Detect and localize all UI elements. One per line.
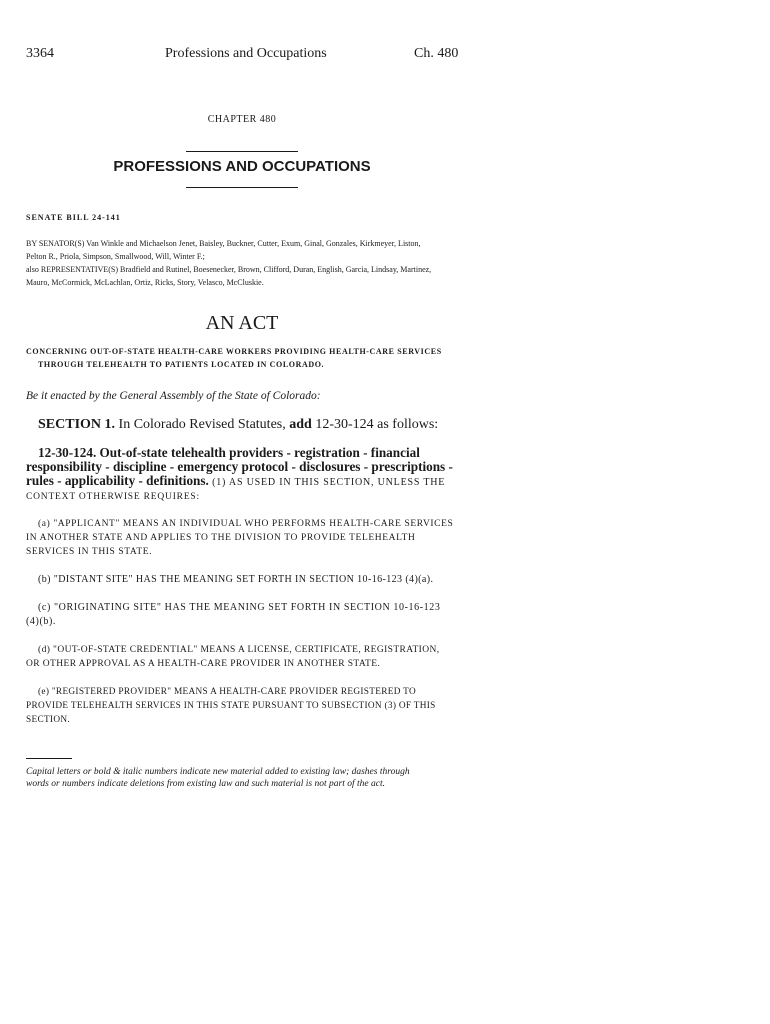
chapter-top-rule [186,151,298,152]
definition-line: PROVIDE TELEHEALTH SERVICES IN THIS STATE PURSUANT TO SUBSECTION (3) OF THIS [26,701,436,711]
sponsor-line: BY SENATOR(S) Van Winkle and Michaelson Jenet, Baisley, Buckner, Cutter, Exum, Ginal, Gonzales, Kirkmeyer, Liston, [26,239,421,248]
definition-line: (a) "APPLICANT" MEANS AN INDIVIDUAL WHO PERFORMS HEALTH-CARE SERVICES [38,519,454,529]
footnote-line: Capital letters or bold & italic numbers indicate new material added to existing law; dashes through [26,767,410,777]
sponsor-line: also REPRESENTATIVE(S) Bradfield and Rutinel, Boesenecker, Brown, Clifford, Duran, English, Garcia, Lindsay, Martinez, [26,265,432,274]
chapter-reference: Ch. 480 [414,46,459,61]
sponsor-line: Pelton R., Priola, Simpson, Smallwood, Will, Winter F.; [26,252,205,261]
definition-e [26,685,458,727]
chapter-title: PROFESSIONS AND OCCUPATIONS [113,158,371,175]
section-text: In Colorado Revised Statutes, [118,417,286,432]
statute-subsection-1: (1) AS USED IN THIS SECTION, UNLESS THE [212,477,446,488]
concerning-clause [26,345,442,371]
statute-heading-line: CONTEXT OTHERWISE REQUIRES: [26,492,200,502]
page-number: 3364 [26,46,54,61]
footnote-line: words or numbers indicate deletions from existing law and such material is not part of the act. [26,779,385,789]
sponsor-line: Mauro, McCormick, McLachlan, Ortiz, Ricks, Story, Velasco, McCluskie. [26,278,264,287]
statute-heading-line: 12-30-124. Out-of-state telehealth providers - registration - financial [38,445,420,460]
section-add-word: add [289,417,312,432]
concerning-line: CONCERNING OUT-OF-STATE HEALTH-CARE WORKERS PROVIDING HEALTH-CARE SERVICES [26,347,442,356]
enacting-clause: Be it enacted by the General Assembly of the State of Colorado: [26,390,321,402]
statute-heading-line: rules - applicability - definitions. [26,473,209,488]
definition-b [26,573,458,587]
concerning-line: THROUGH TELEHEALTH TO PATIENTS LOCATED IN COLORADO. [38,360,325,369]
footnote-rule [26,758,72,759]
chapter-bottom-rule [186,187,298,188]
section-text: 12-30-124 as follows: [315,417,439,432]
bill-number: SENATE BILL 24-141 [26,213,121,222]
definition-c [26,601,458,629]
definition-line: (c) "ORIGINATING SITE" HAS THE MEANING SET FORTH IN SECTION 10-16-123 [38,602,441,613]
definition-line: SERVICES IN THIS STATE. [26,547,153,557]
running-title: Professions and Occupations [165,46,327,61]
definition-line: (4)(b). [26,616,57,627]
definition-d [26,643,458,671]
definition-line: (b) "DISTANT SITE" HAS THE MEANING SET FORTH IN SECTION 10-16-123 (4)(a). [38,574,434,585]
definition-line: OR OTHER APPROVAL AS A HEALTH-CARE PROVIDER IN ANOTHER STATE. [26,659,381,669]
section-1 [38,417,438,433]
chapter-label: CHAPTER 480 [207,114,277,125]
definition-line: (d) "OUT-OF-STATE CREDENTIAL" MEANS A LICENSE, CERTIFICATE, REGISTRATION, [38,645,440,655]
sponsors-list [26,237,431,289]
statute-heading [26,446,458,504]
definition-line: (e) "REGISTERED PROVIDER" MEANS A HEALTH-CARE PROVIDER REGISTERED TO [38,687,417,697]
section-label: SECTION 1. [38,417,116,432]
statute-heading-line: responsibility - discipline - emergency protocol - disclosures - prescriptions - [26,459,453,474]
definition-a [26,517,458,559]
definition-line: SECTION. [26,715,70,725]
footnote [26,766,410,790]
definition-line: IN ANOTHER STATE AND APPLIES TO THE DIVISION TO PROVIDE TELEHEALTH [26,533,416,543]
act-title: AN ACT [205,312,279,334]
